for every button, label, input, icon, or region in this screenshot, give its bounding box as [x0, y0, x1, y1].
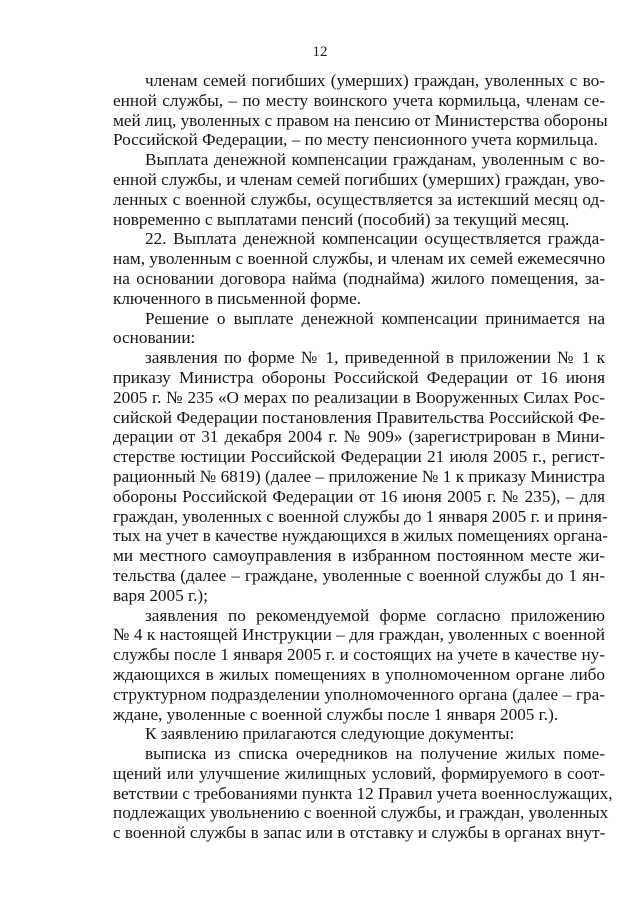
text-line: на основании договора найма (поднайма) жилого помещения, за-	[113, 268, 605, 288]
text-line: тельства (далее – граждане, уволенные с военной службы до 1 ян-	[113, 565, 605, 585]
text-line: ждающихся в жилых помещениях в уполномоченном органе либо	[113, 664, 605, 684]
text-line: ленных с военной службы, осуществляется за истекший месяц од-	[113, 189, 605, 209]
text-line: Выплата денежной компенсации гражданам, уволенным с во-	[145, 150, 605, 170]
text-line: структурном подразделении уполномоченного органа (далее – гра-	[113, 684, 605, 704]
text-line: граждан, уволенных с военной службы до 1 января 2005 г. и приня-	[113, 506, 608, 526]
text-line: мей лиц, уволенных с правом на пенсию от Министерства обороны	[113, 110, 608, 130]
text-line: ключенного в письменной форме.	[113, 288, 362, 308]
text-line: енной службы, – по месту воинского учета кормильца, членам се-	[113, 90, 605, 110]
text-line: ми местного самоуправления в избранном постоянном месте жи-	[113, 546, 605, 566]
text-line: членам семей погибших (умерших) граждан, уволенных с во-	[145, 71, 605, 90]
text-line: новременно с выплатами пенсий (пособий) за текущий месяц.	[113, 209, 570, 229]
text-line: енной службы, и членам семей погибших (умерших) граждан, уво-	[113, 169, 605, 189]
page-number: 12	[312, 44, 328, 60]
text-line: ветствии с требованиями пункта 12 Правил учета военнослужащих,	[113, 783, 613, 803]
text-line: рационный № 6819) (далее – приложение № 1 к приказу Министра	[113, 466, 605, 486]
text-line: варя 2005 г.);	[113, 585, 208, 605]
text-line: ждане, уволенные с военной службы после 1 января 2005 г.).	[113, 704, 559, 724]
text-line: обороны Российской Федерации от 16 июня 2005 г. № 235), – для	[113, 486, 605, 506]
text-line: щений или улучшение жилищных условий, формируемого в соот-	[113, 763, 605, 783]
text-line: Решение о выплате денежной компенсации принимается на	[145, 308, 605, 328]
text-line: заявления по рекомендуемой форме согласно приложению	[145, 605, 605, 625]
text-line: дерации от 31 декабря 2004 г. № 909» (зарегистрирован в Мини-	[113, 427, 605, 447]
text-line: 22. Выплата денежной компенсации осуществляется гражда-	[145, 229, 605, 249]
document-body	[113, 71, 613, 843]
text-line: нам, уволенным с военной службы, и членам их семей ежемесячно	[113, 249, 606, 269]
text-line: службы после 1 января 2005 г. и состоящих на учете в качестве ну-	[113, 645, 605, 665]
text-line: с военной службы в запас или в отставку и службы в органах внут-	[113, 823, 606, 843]
text-line: К заявлению прилагаются следующие документы:	[145, 724, 515, 744]
text-line: выписка из списка очередников на получение жилых поме-	[145, 744, 605, 764]
text-line: 2005 г. № 235 «О мерах по реализации в Вооруженных Силах Рос-	[113, 387, 605, 407]
text-line: стерстве юстиции Российской Федерации 21 июля 2005 г., регист-	[113, 447, 605, 467]
text-line: Российской Федерации, – по месту пенсионного учета кормильца.	[113, 130, 598, 150]
text-line: приказу Министра обороны Российской Федерации от 16 июня	[113, 367, 605, 387]
text-line: основании:	[113, 328, 196, 348]
text-line: заявления по форме № 1, приведенной в приложении № 1 к	[145, 348, 605, 368]
text-line: подлежащих увольнению с военной службы, и граждан, уволенных	[113, 803, 609, 823]
text-line: тых на учет в качестве нуждающихся в жилых помещениях органа-	[113, 526, 608, 546]
text-line: сийской Федерации постановления Правительства Российской Фе-	[113, 407, 605, 427]
text-line: № 4 к настоящей Инструкции – для граждан, уволенных с военной	[113, 625, 605, 645]
